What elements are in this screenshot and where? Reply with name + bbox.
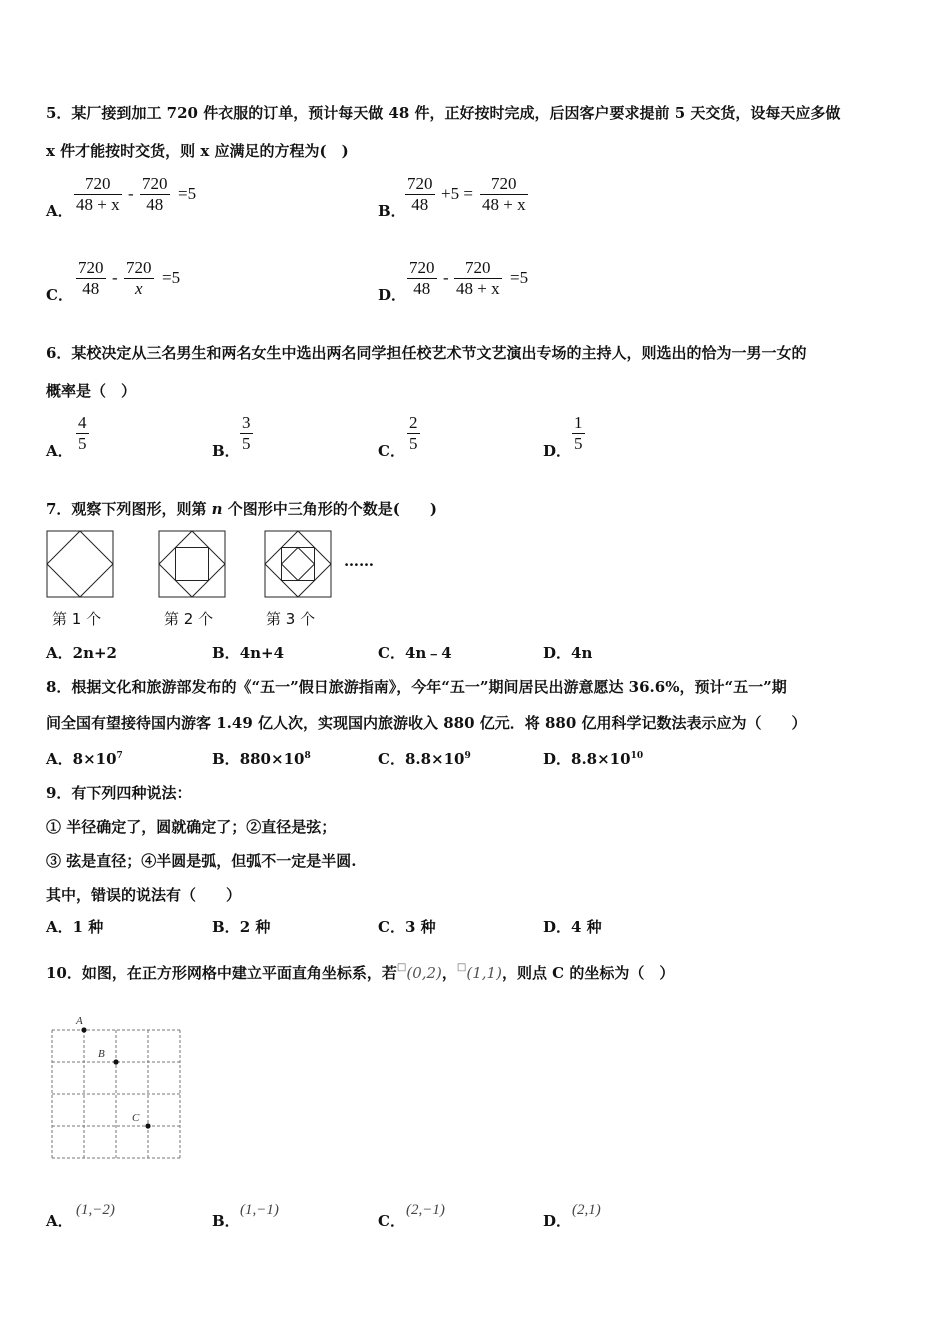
q10-option-b-label: B．: [212, 1212, 240, 1230]
q5-option-b-fraction-2: $\frac{720}{48 + x}$: [482, 174, 526, 214]
q9-statement-line2: ③ 弦是直径；④半圆是弧，但弧不一定是半圆.: [46, 852, 357, 870]
q6-option-a-fraction: $\frac{4}{5}$: [78, 413, 87, 453]
q10-option-c-label: C．: [378, 1212, 405, 1230]
q7-figure-1: [46, 530, 114, 598]
q9-stem: 9．有下列四种说法：: [46, 784, 192, 802]
q6-option-c-fraction: $\frac{2}{5}$: [409, 413, 418, 453]
q10-option-b-value: (1,−1): [240, 1202, 279, 1218]
q5-option-a-fraction-1: $\frac{720}{48 + x}$: [76, 174, 120, 214]
q7-option-c: C．4n﹣4: [378, 644, 452, 662]
q5-stem-line2: x 件才能按时交货，则 x 应满足的方程为( ): [46, 142, 349, 160]
q10-option-a-value: (1,−2): [76, 1202, 115, 1218]
q7-figure-2: [158, 530, 226, 598]
q6-option-b-fraction: $\frac{3}{5}$: [242, 413, 251, 453]
q5-option-c-operator: -: [112, 268, 118, 287]
q5-option-c-label: C．: [46, 286, 73, 304]
q7-caption-3: 第 3 个: [266, 610, 316, 628]
q5-option-b-fraction-1: $\frac{720}{48}$: [407, 174, 433, 214]
q8-option-c: C．$8.8\times 10^9$: [378, 750, 471, 768]
q5-option-d-fraction-1: $\frac{720}{48}$: [409, 258, 435, 298]
q7-caption-1: 第 1 个: [52, 610, 102, 628]
q5-option-a-operator: -: [128, 184, 134, 203]
q5-option-a-fraction-2: $\frac{720}{48}$: [142, 174, 168, 214]
q7-caption-2: 第 2 个: [164, 610, 214, 628]
point-b-marker: [113, 1059, 118, 1064]
q5-option-b-label: B．: [378, 202, 406, 220]
point-c-marker: [145, 1123, 150, 1128]
q8-stem-line1: 8．根据文化和旅游部发布的《“五一”假日旅游指南》，今年“五一”期间居民出游意愿达 36.6%，预计“五一”期: [46, 678, 787, 696]
q9-option-a: A．1 种: [46, 918, 104, 936]
q7-ellipsis: ……: [344, 552, 374, 570]
q8-option-b: B．$880\times 10^8$: [212, 750, 311, 768]
q6-option-a-label: A．: [46, 442, 73, 460]
q5-option-b-operator: +5 =: [441, 184, 473, 203]
q9-question-line: 其中，错误的说法有（ ）: [46, 886, 242, 904]
q9-option-d: D．4 种: [543, 918, 602, 936]
q6-stem-line1: 6．某校决定从三名男生和两名女生中选出两名同学担任校艺术节文艺演出专场的主持人，则选出的恰为一男一女的: [46, 344, 807, 362]
placeholder-glyph-icon: □: [456, 962, 467, 973]
point-a-marker: [81, 1027, 86, 1032]
q8-option-d: D．$8.8\times 10^{10}$: [543, 750, 644, 768]
q6-stem-line2: 概率是（ ）: [46, 382, 137, 400]
q5-option-c-fraction-2: $\frac{720}{x}$: [126, 258, 152, 298]
q9-statement-line1: ① 半径确定了，圆就确定了；②直径是弦；: [46, 818, 337, 836]
q7-stem: 7．观察下列图形，则第 n 个图形中三角形的个数是( ): [46, 500, 437, 518]
q6-option-b-label: B．: [212, 442, 240, 460]
q6-option-d-label: D．: [543, 442, 572, 460]
q10-option-d-value: (2,1): [572, 1202, 601, 1218]
q6-option-d-fraction: $\frac{1}{5}$: [574, 413, 583, 453]
q6-option-c-label: C．: [378, 442, 405, 460]
q7-figure-3: [264, 530, 332, 598]
q5-option-d-rhs: =5: [510, 268, 529, 287]
q10-option-d-label: D．: [543, 1212, 572, 1230]
q10-grid-figure: [44, 1010, 186, 1166]
q5-option-a-label: A．: [46, 202, 73, 220]
q5-option-c-rhs: =5: [162, 268, 181, 287]
point-b-label: B: [98, 1048, 105, 1060]
q8-stem-line2: 间全国有望接待国内游客 1.49 亿人次，实现国内旅游收入 880 亿元．将 880 亿用科学记数法表示应为（ ）: [46, 714, 807, 732]
q5-option-a-rhs: =5: [178, 184, 197, 203]
q5-stem-line1: 5．某厂接到加工 720 件衣服的订单，预计每天做 48 件，正好按时完成，后因客户要求提前 5 天交货，设每天应多做: [46, 104, 841, 122]
q5-option-d-operator: -: [443, 268, 449, 287]
q7-option-b: B．4n+4: [212, 644, 285, 662]
q10-stem: 10．如图，在正方形网格中建立平面直角坐标系，若□(0,2)，□(1,1)，则点 C 的坐标为（ ）: [46, 962, 675, 982]
q5-option-d-label: D．: [378, 286, 407, 304]
q10-option-a-label: A．: [46, 1212, 73, 1230]
point-c-label: C: [132, 1112, 140, 1124]
q9-option-c: C．3 种: [378, 918, 436, 936]
placeholder-glyph-icon: □: [396, 962, 407, 973]
q8-option-a: A．$8\times 10^7$: [46, 750, 123, 768]
q9-option-b: B．2 种: [212, 918, 271, 936]
q7-option-d: D．4n: [543, 644, 593, 662]
q10-option-c-value: (2,−1): [406, 1202, 445, 1218]
point-a-label: A: [76, 1015, 83, 1027]
q5-option-d-fraction-2: $\frac{720}{48 + x}$: [456, 258, 500, 298]
q5-option-c-fraction-1: $\frac{720}{48}$: [78, 258, 104, 298]
q7-option-a: A．2n+2: [46, 644, 117, 662]
